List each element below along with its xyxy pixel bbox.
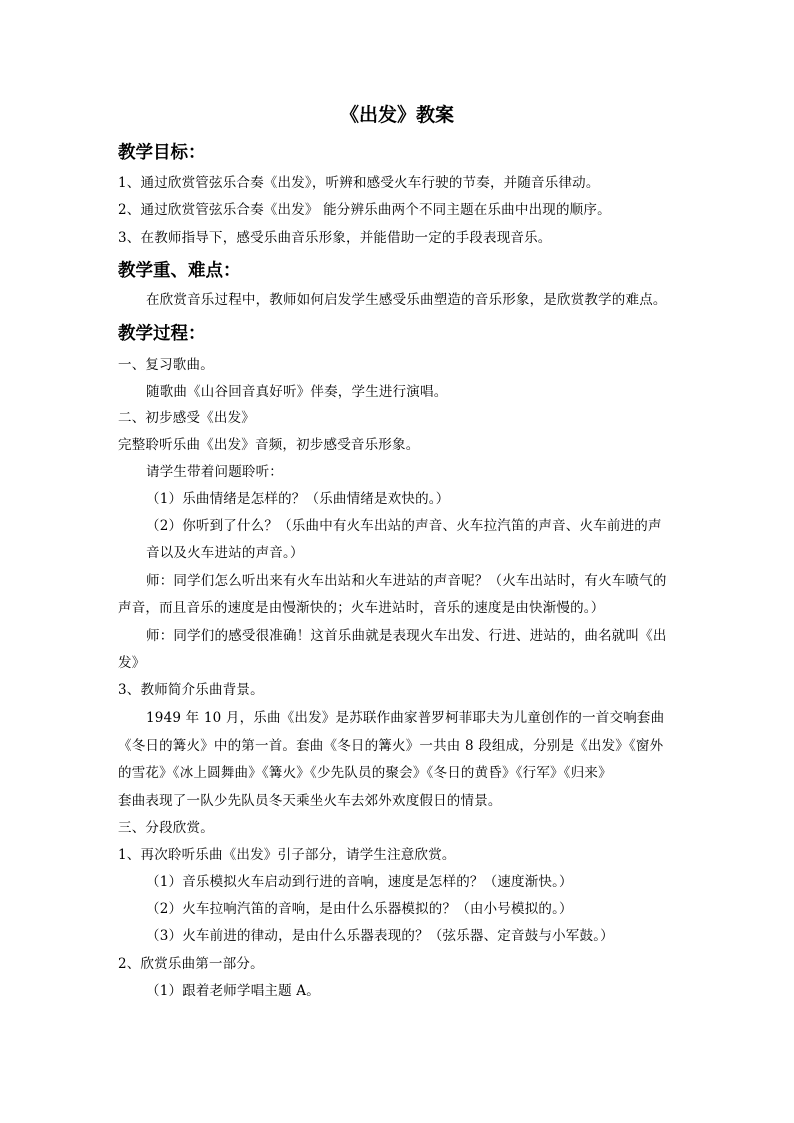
- process-line: 1949 年 10 月，乐曲《出发》是苏联作曲家普罗柯菲耶夫为儿童创作的一首交响套曲: [146, 710, 665, 726]
- process-line: （1）音乐模拟火车启动到行进的音响，速度是怎样的？（速度渐快。）: [146, 874, 573, 890]
- process-line: （1）跟着老师学唱主题 A。: [146, 983, 320, 999]
- goal-line-1: 1、通过欣赏管弦乐合奏《出发》，听辨和感受火车行驶的节奏，并随音乐律动。: [118, 175, 600, 191]
- process-line: 请学生带着问题聆听：: [146, 464, 283, 480]
- process-line: （2）你听到了什么？（乐曲中有火车出站的声音、火车拉汽笛的声音、火车前进的声: [146, 518, 662, 534]
- process-line: 3、教师简介乐曲背景。: [118, 682, 264, 698]
- process-line: 声音，而且音乐的速度是由慢渐快的；火车进站时，音乐的速度是由快渐慢的。）: [118, 600, 605, 616]
- goal-line-3: 3、在教师指导下，感受乐曲音乐形象，并能借助一定的手段表现音乐。: [118, 230, 552, 246]
- process-line: 三、分段欣赏。: [118, 820, 214, 836]
- process-line: 师：同学们怎么听出来有火车出站和火车进站的声音呢？（火车出站时，有火车喷气的: [146, 573, 667, 589]
- page-title: 《出发》教案: [339, 104, 454, 126]
- process-line: 《冬日的篝火》中的第一首。套曲《冬日的篝火》一共由 8 段组成，分别是《出发》《窗外: [118, 738, 664, 754]
- process-line: 一、复习歌曲。: [118, 357, 214, 373]
- process-line: 师：同学们的感受很准确！这首乐曲就是表现火车出发、行进、进站的，曲名就叫《出: [146, 628, 667, 644]
- process-line: （3）火车前进的律动，是由什么乐器表现的？（弦乐器、定音鼓与小军鼓。）: [146, 928, 614, 944]
- goal-line-2: 2、通过欣赏管弦乐合奏《出发》 能分辨乐曲两个不同主题在乐曲中出现的顺序。: [118, 202, 611, 218]
- process-line: 随歌曲《山谷回音真好听》伴奏，学生进行演唱。: [146, 384, 448, 400]
- process-line: 二、初步感受《出发》: [118, 410, 255, 426]
- key-heading: 教学重、难点：: [118, 261, 241, 281]
- process-line: （1）乐曲情绪是怎样的？（乐曲情绪是欢快的。）: [146, 491, 450, 507]
- process-line: 完整聆听乐曲《出发》音频，初步感受音乐形象。: [118, 437, 420, 453]
- process-heading: 教学过程：: [118, 324, 206, 344]
- process-line: 1、再次聆听乐曲《出发》引子部分，请学生注意欣赏。: [118, 847, 456, 863]
- process-line: 2、欣赏乐曲第一部分。: [118, 956, 264, 972]
- goals-heading: 教学目标：: [118, 143, 206, 163]
- process-line: （2）火车拉响汽笛的音响，是由什么乐器模拟的？（由小号模拟的。）: [146, 901, 573, 917]
- process-line: 音以及火车进站的声音。）: [146, 545, 304, 561]
- key-text: 在欣赏音乐过程中，教师如何启发学生感受乐曲塑造的音乐形象，是欣赏教学的难点。: [146, 292, 667, 308]
- process-line: 发》: [118, 655, 146, 671]
- process-line: 套曲表现了一队少先队员冬天乘坐火车去郊外欢度假日的情景。: [118, 793, 502, 809]
- process-line: 的雪花》《冰上圆舞曲》《篝火》《少先队员的聚会》《冬日的黄昏》《行军》《归来》: [118, 765, 612, 781]
